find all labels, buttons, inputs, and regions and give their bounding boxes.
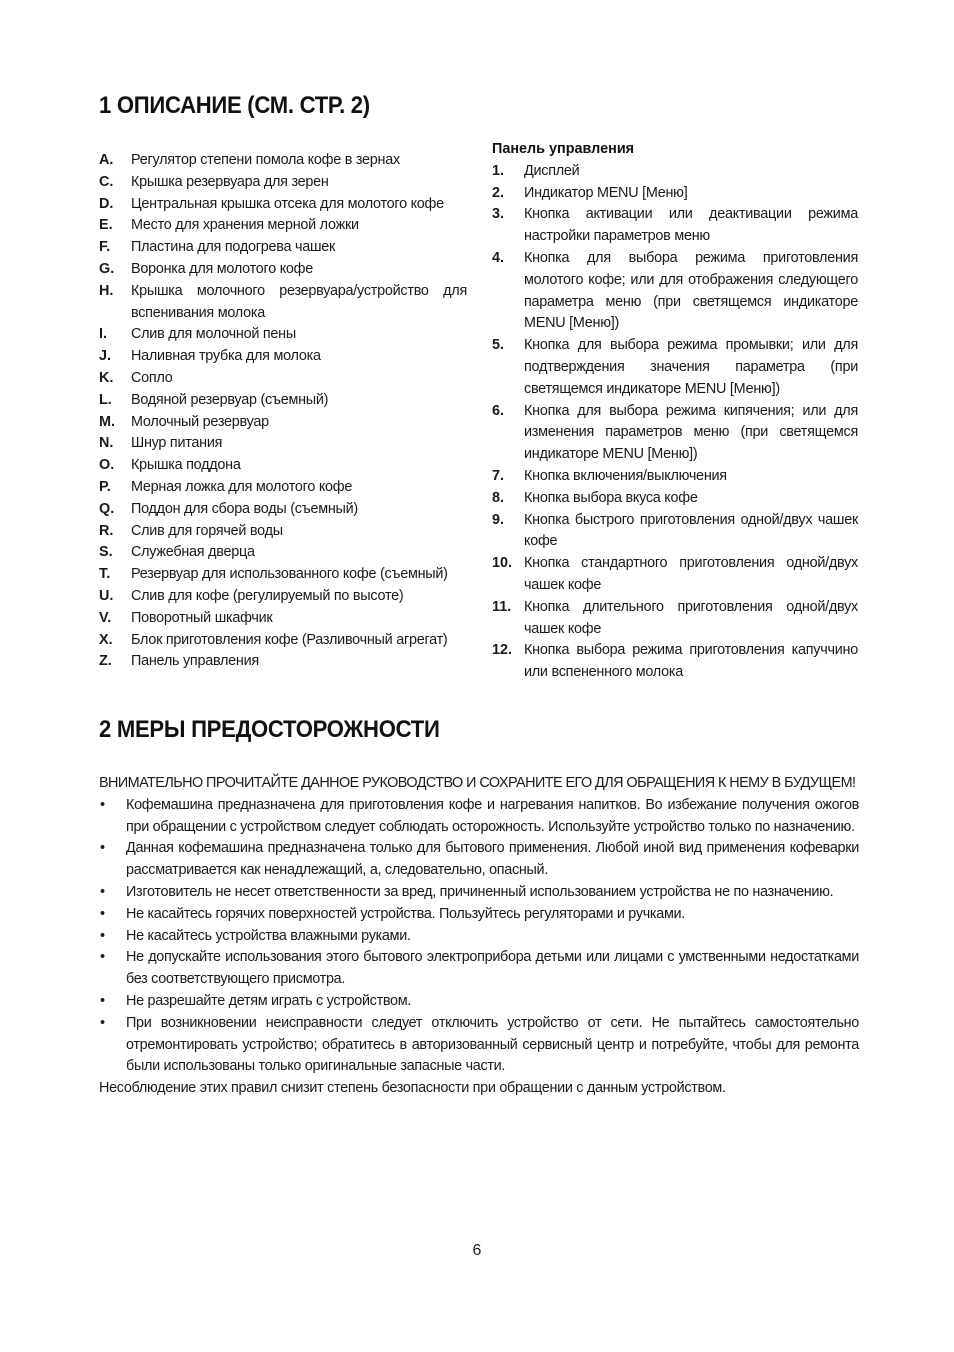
component-item [99, 586, 467, 608]
safety-intro: ВНИМАТЕЛЬНО ПРОЧИТАЙТЕ ДАННОЕ РУКОВОДСТВО И СОХРАНИТЕ ЕГО ДЛЯ ОБРАЩЕНИЯ К НЕМУ В БУДУЩЕМ! [99, 775, 856, 791]
safety-bullet [99, 904, 859, 926]
list-item-key: O. [99, 457, 115, 474]
list-item-key: C. [99, 173, 114, 190]
list-item-text: Кнопка для выбора режима кипячения; или для изменения параметров меню (при светящемся индикаторе MENU [Меню]) [524, 402, 858, 463]
list-item-text: Слив для молочной пены [131, 326, 296, 343]
component-item [99, 281, 467, 325]
list-item-text: Кнопка стандартного приготовления одной/двух чашек кофе [524, 555, 858, 593]
list-item-key: 4. [492, 249, 505, 266]
control-panel-item [492, 466, 858, 488]
component-item [99, 194, 467, 216]
bullet-icon: • [100, 1014, 106, 1031]
list-item-text: Резервуар для использованного кофе (съемный) [131, 566, 448, 583]
list-item-key: Q. [99, 500, 115, 517]
component-item [99, 368, 467, 390]
component-item [99, 390, 467, 412]
list-item-text: Регулятор степени помола кофе в зернах [131, 152, 400, 168]
component-item [99, 150, 467, 172]
safety-bullet [99, 795, 859, 839]
section-title-description: 1 ОПИСАНИЕ (СМ. СТР. 2) [99, 92, 370, 119]
bullet-icon: • [100, 905, 106, 922]
component-item [99, 215, 467, 237]
list-item-text: Крышка поддона [131, 457, 241, 474]
list-item-key: 12. [492, 642, 513, 659]
list-item-key: A. [99, 152, 114, 168]
list-item-key: 9. [492, 511, 505, 528]
list-item-text: Кнопка длительного приготовления одной/двух чашек кофе [524, 598, 858, 637]
list-item-key: Z. [99, 653, 112, 670]
list-item-key: 10. [492, 555, 513, 572]
list-item-text: Кнопка включения/выключения [524, 467, 727, 484]
bullet-icon: • [100, 992, 106, 1009]
list-item-text: Молочный резервуар [131, 413, 269, 430]
component-item [99, 455, 467, 477]
list-item-key: 3. [492, 206, 505, 223]
list-item-text: Шнур питания [131, 435, 223, 452]
safety-closing: Несоблюдение этих правил снизит степень безопасности при обращении с данным устройством. [99, 1080, 726, 1097]
list-item-key: L. [99, 391, 112, 408]
list-item-text: Кнопка активации или деактивации режима настройки параметров меню [524, 206, 858, 245]
list-item-text: Крышка резервуара для зерен [131, 173, 329, 190]
safety-bullet [99, 991, 859, 1013]
list-item-text: Служебная дверца [131, 544, 255, 561]
list-item-text: Панель управления [131, 653, 259, 670]
bullet-icon: • [100, 949, 106, 966]
bullet-text: Изготовитель не несет ответственности за вред, причиненный использованием устройства не по назначению. [126, 883, 834, 900]
section-title-precautions: 2 МЕРЫ ПРЕДОСТОРОЖНОСТИ [99, 716, 440, 743]
safety-instructions [99, 773, 859, 1100]
control-panel-item [492, 161, 858, 183]
list-item-key: E. [99, 217, 113, 234]
list-item-text: Дисплей [524, 162, 580, 179]
control-panel-item [492, 401, 858, 466]
component-item [99, 521, 467, 543]
list-item-key: D. [99, 195, 114, 212]
bullet-icon: • [100, 796, 106, 813]
list-item-key: U. [99, 587, 114, 604]
list-item-key: H. [99, 282, 114, 299]
page-number: 6 [472, 1242, 482, 1259]
list-item-text: Индикатор MENU [Меню] [524, 184, 688, 201]
list-item-text: Поворотный шкафчик [131, 609, 273, 626]
control-panel-item [492, 640, 858, 684]
component-item [99, 542, 467, 564]
bullet-icon: • [100, 927, 106, 944]
list-item-text: Водяной резервуар (съемный) [131, 391, 329, 408]
list-item-key: 6. [492, 402, 505, 419]
list-item-text: Слив для горячей воды [131, 522, 283, 539]
list-item-text: Поддон для сбора воды (съемный) [131, 500, 358, 517]
list-item-key: X. [99, 631, 113, 648]
list-item-key: N. [99, 435, 114, 452]
control-panel-list [492, 139, 858, 684]
control-panel-item [492, 510, 858, 554]
component-item [99, 259, 467, 281]
bullet-text: Не касайтесь устройства влажными руками. [126, 927, 411, 944]
component-item [99, 412, 467, 434]
list-item-key: V. [99, 609, 112, 626]
control-panel-item [492, 204, 858, 248]
safety-bullet [99, 838, 859, 882]
bullet-icon: • [100, 840, 106, 857]
control-panel-item [492, 183, 858, 205]
control-panel-item [492, 553, 858, 597]
component-item [99, 324, 467, 346]
list-item-text: Кнопка для выбора режима промывки; или для подтверждения значения параметра (при светящемся индикаторе MENU [Меню]) [524, 337, 858, 397]
component-item [99, 630, 467, 652]
component-item [99, 608, 467, 630]
list-item-key: S. [99, 544, 113, 561]
control-panel-item [492, 335, 858, 400]
components-list [99, 150, 467, 673]
list-item-text: Воронка для молотого кофе [131, 260, 314, 277]
list-item-key: T. [99, 566, 111, 583]
list-item-key: P. [99, 478, 111, 495]
list-item-key: 5. [492, 337, 505, 354]
component-item [99, 346, 467, 368]
list-item-text: Наливная трубка для молока [131, 348, 321, 365]
list-item-key: M. [99, 413, 115, 430]
control-panel-item [492, 597, 858, 641]
component-item [99, 564, 467, 586]
list-item-text: Пластина для подогрева чашек [131, 239, 336, 256]
component-item [99, 499, 467, 521]
component-item [99, 433, 467, 455]
list-item-text: Центральная крышка отсека для молотого кофе [131, 195, 444, 212]
component-item [99, 651, 467, 673]
safety-bullet [99, 882, 859, 904]
component-item [99, 477, 467, 499]
safety-bullet [99, 926, 859, 948]
bullet-text: Данная кофемашина предназначена только для бытового применения. Любой иной вид применения кофеварки рассматривается как ненадлежащий, а, следовательно, опасный. [126, 840, 859, 879]
bullet-text: Кофемашина предназначена для приготовления кофе и нагревания напитков. Во избежание получения ожогов при обращении с устройством следует соблюдать осторожность. Используйте устройство только по назначению. [126, 796, 859, 835]
bullet-text: Не допускайте использования этого бытового электроприбора детьми или лицами с умственными недостатками без соответствующего присмотра. [126, 949, 859, 988]
control-panel-item [492, 488, 858, 510]
list-item-key: 1. [492, 162, 505, 179]
list-item-key: G. [99, 260, 115, 277]
list-item-text: Крышка молочного резервуара/устройство для вспенивания молока [131, 282, 467, 321]
list-item-key: K. [99, 369, 114, 386]
list-item-text: Слив для кофе (регулируемый по высоте) [131, 587, 404, 604]
list-item-key: F. [99, 239, 111, 256]
list-item-text: Мерная ложка для молотого кофе [131, 478, 353, 495]
list-item-key: I. [99, 326, 107, 343]
list-item-text: Кнопка для выбора режима приготовления молотого кофе; или для отображения следующего параметра меню (при светящемся индикаторе MENU [Меню]) [524, 249, 858, 332]
safety-bullet [99, 1013, 859, 1078]
bullet-text: Не разрешайте детям играть с устройством. [126, 992, 412, 1009]
list-item-key: J. [99, 348, 112, 365]
list-item-text: Блок приготовления кофе (Разливочный агрегат) [131, 631, 448, 648]
bullet-text: Не касайтесь горячих поверхностей устройства. Пользуйтесь регуляторами и ручками. [126, 905, 685, 922]
component-item [99, 172, 467, 194]
bullet-text: При возникновении неисправности следует отключить устройство от сети. Не пытайтесь самостоятельно отремонтировать устройство; обратитесь в авторизованный сервисный центр и потребуйте, чтобы для ремонта были использованы только оригинальные запасные части. [126, 1014, 859, 1075]
list-item-text: Кнопка выбора вкуса кофе [524, 489, 698, 506]
list-item-key: 8. [492, 489, 505, 506]
list-item-text: Кнопка быстрого приготовления одной/двух чашек кофе [524, 511, 858, 550]
safety-bullet [99, 947, 859, 991]
control-panel-heading: Панель управления [492, 141, 635, 157]
list-item-key: 2. [492, 184, 505, 201]
list-item-text: Сопло [131, 369, 173, 386]
list-item-text: Кнопка выбора режима приготовления капуччино или вспененного молока [524, 642, 858, 681]
list-item-key: 11. [492, 598, 512, 615]
bullet-icon: • [100, 883, 106, 900]
control-panel-item [492, 248, 858, 335]
component-item [99, 237, 467, 259]
list-item-text: Место для хранения мерной ложки [131, 217, 359, 234]
list-item-key: R. [99, 522, 114, 539]
list-item-key: 7. [492, 467, 505, 484]
